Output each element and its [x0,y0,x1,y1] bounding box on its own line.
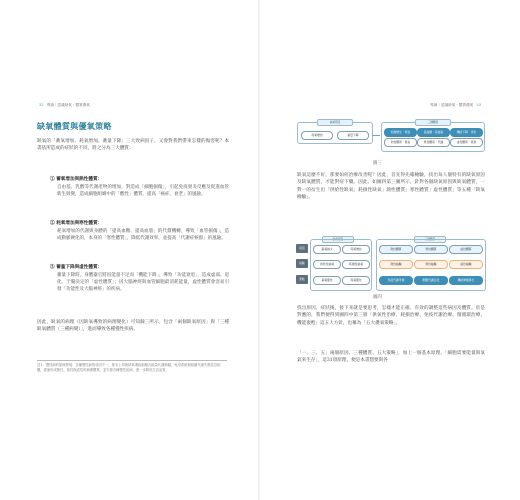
fig4-top-label-1: 缺氧原因 [322,236,354,243]
fig4-r3-item-5: 機能修復再生 [449,276,483,285]
fig3-bottom-item-1: 熱性體質・發炎 [384,138,417,147]
fig4-r1-item-1: 蓄氧減少 [313,245,341,254]
right-header-text: 導讀｜認識缺氧・體質優氧 [430,103,474,107]
right-running-header [430,103,483,108]
closing-paragraph: 因此，缺氧的病理（因缺氧導致的病理變化）可知歸三所示，包含「兩個缺氧原因」與「三種缺氧體質（三種病變）」，進而導致各種慢性疾病。 [37,320,229,333]
figure-3 [297,117,483,153]
fig3-top-item-2: 高血糖・高血脂 [417,128,450,137]
left-running-header [37,103,90,108]
fig4-r2-item-3: 熱性檢驗 [379,260,413,269]
figure-3-caption: 圖三 [373,161,382,166]
point-3-heading: ③ 蓄量下降與虛性體質： [50,265,103,270]
fig4-r1-item-3: 熱性體質 [379,245,413,254]
fig3-top-item-1: 乳酸增生・發炎 [384,128,417,137]
point-2-body: 耗氧增加的代謝與身體的「提高血糖、提高血脂」的代償機轉，導致「血管損傷」，造成動脈硬化的，本身的「寒性體質」，降低代謝效率，並提高「代謝症候群」的風險。 [57,229,229,242]
fig4-r3-item-4: 細胞代謝活化 [414,276,448,285]
fig4-top-label-2: 三種體質 [414,236,446,243]
fig3-right-group-label: 三種體質 [415,119,451,126]
fig3-arrow [372,135,380,136]
fig4-r1-item-4: 寒性體質 [414,245,448,254]
fig3-left-item-2: 蓄量下降 [337,131,369,140]
left-page-number: 32 [39,103,44,107]
fig4-r3-item-2: 耗氧優化 [342,276,370,285]
figure-4-caption: 圖四 [373,295,382,300]
fig4-r2-item-2: 耗損性缺氧 [342,260,370,269]
fig3-right-frame [381,122,485,152]
fig4-r3-item-3: 免疫代謝平衡 [379,276,413,285]
footnote: 註1：慢性病的原理發現：各種慢性病的成因不一，基本上均與缺氧導致細胞內能量代謝障礙、免疫系統與組織代謝失衡息息相關，從而形成熱性、寒性與虛性的病理體質，並引發各種慢性疾病，進一步降低生活品質。 [37,360,227,373]
fig4-r2-item-1: 供給性缺氧 [313,260,341,269]
fig3-left-group-label: 缺氧原因 [317,119,353,126]
fig4-r2-item-4: 寒性檢驗 [414,260,448,269]
right-page-number: 33 [476,103,481,107]
point-1-heading: ① 蓄氧增加與熱性體質： [50,177,103,182]
body-paragraph-1: 缺氧這麼不好，那要如何治療改善呢？因此，首先得先確檢驗，找出每人個特有的缺氧原因及缺氧體質，才能對症下藥。因此，如圖四第三圖所示，針對各個缺氧原因與缺氧體質，一對一的衍生出「供給性缺氧」耗損性缺氧」熱性體質」寒性體質」虛性體質」等五種「缺氧檢驗」。 [297,173,485,201]
fig3-left-item-1: 耗氧增加 [301,131,333,140]
section-title: 缺氧體質與優氧策略 [37,121,112,131]
intro-paragraph: 缺氧的「蓄氧增加、耗氧增加、蓄量下降」三大致病因子，又會對我們帶來怎樣的傷害呢？本書依所造成的症狀的不同，將之分為三大體質： [37,139,229,152]
figure-4 [296,236,486,290]
fig4-r1-item-5: 虛性體質 [449,245,483,254]
body-paragraph-3: 「一、三、五」兩個原因、三種體質、五大策略」，加上一個基本原理，「細胞需要能量與氧氣來生存」，這31項原理，便是本書想要與各 [297,351,485,364]
body-paragraph-2: 找出原因，症狀後，接下來就是要思考，怎樣才能正確、有效的調整這些病因及體質。於是對應的，我們便得到圖四中第三層「供氧性治療、耗損治療、免疫代謝治療、微循環治療、機能復甦」這五大方針，也稱為「五大優氧策略」。 [297,306,485,326]
left-header-text: 導讀｜認識缺氧・體質優氧 [46,103,90,107]
fig4-row-label-1: 病因 [296,244,308,253]
fig4-r1-item-2: 耗氧增加 [342,245,370,254]
fig3-top-item-3: 機能下降・退化 [450,128,483,137]
fig3-bottom-item-2: 寒性體質・代謝 [417,138,450,147]
point-2-heading: ② 耗氧增加與寒性體質： [50,221,103,226]
fig4-row-label-2: 檢驗 [296,259,308,268]
fig4-r3-item-1: 蓄氧優化 [313,276,341,285]
fig4-row-label-3: 策略 [296,275,308,284]
point-3-body: 蓄量下降時，身體器官將因能量不足而「機能下降」，導致「功能衰退」，造成虛弱、退化、于腸決定的「虛性體質」；因大腦神經與血管細胞最消耗能量，虛性體質會容易引發「功能性及大腦神經」的疾病。 [57,273,229,293]
fig4-r2-item-5: 虛性檢驗 [449,260,483,269]
fig3-bottom-item-3: 虛性體質・衰退 [450,138,483,147]
point-1-body: 自由基、乳酸等代謝產物的增加，對造成「細胞損傷」，引起免疫發炎反應及促進血管新生與變，造成細胞組織中的「酸性」體質，提高「癌症、衰老」的風險。 [57,185,229,198]
